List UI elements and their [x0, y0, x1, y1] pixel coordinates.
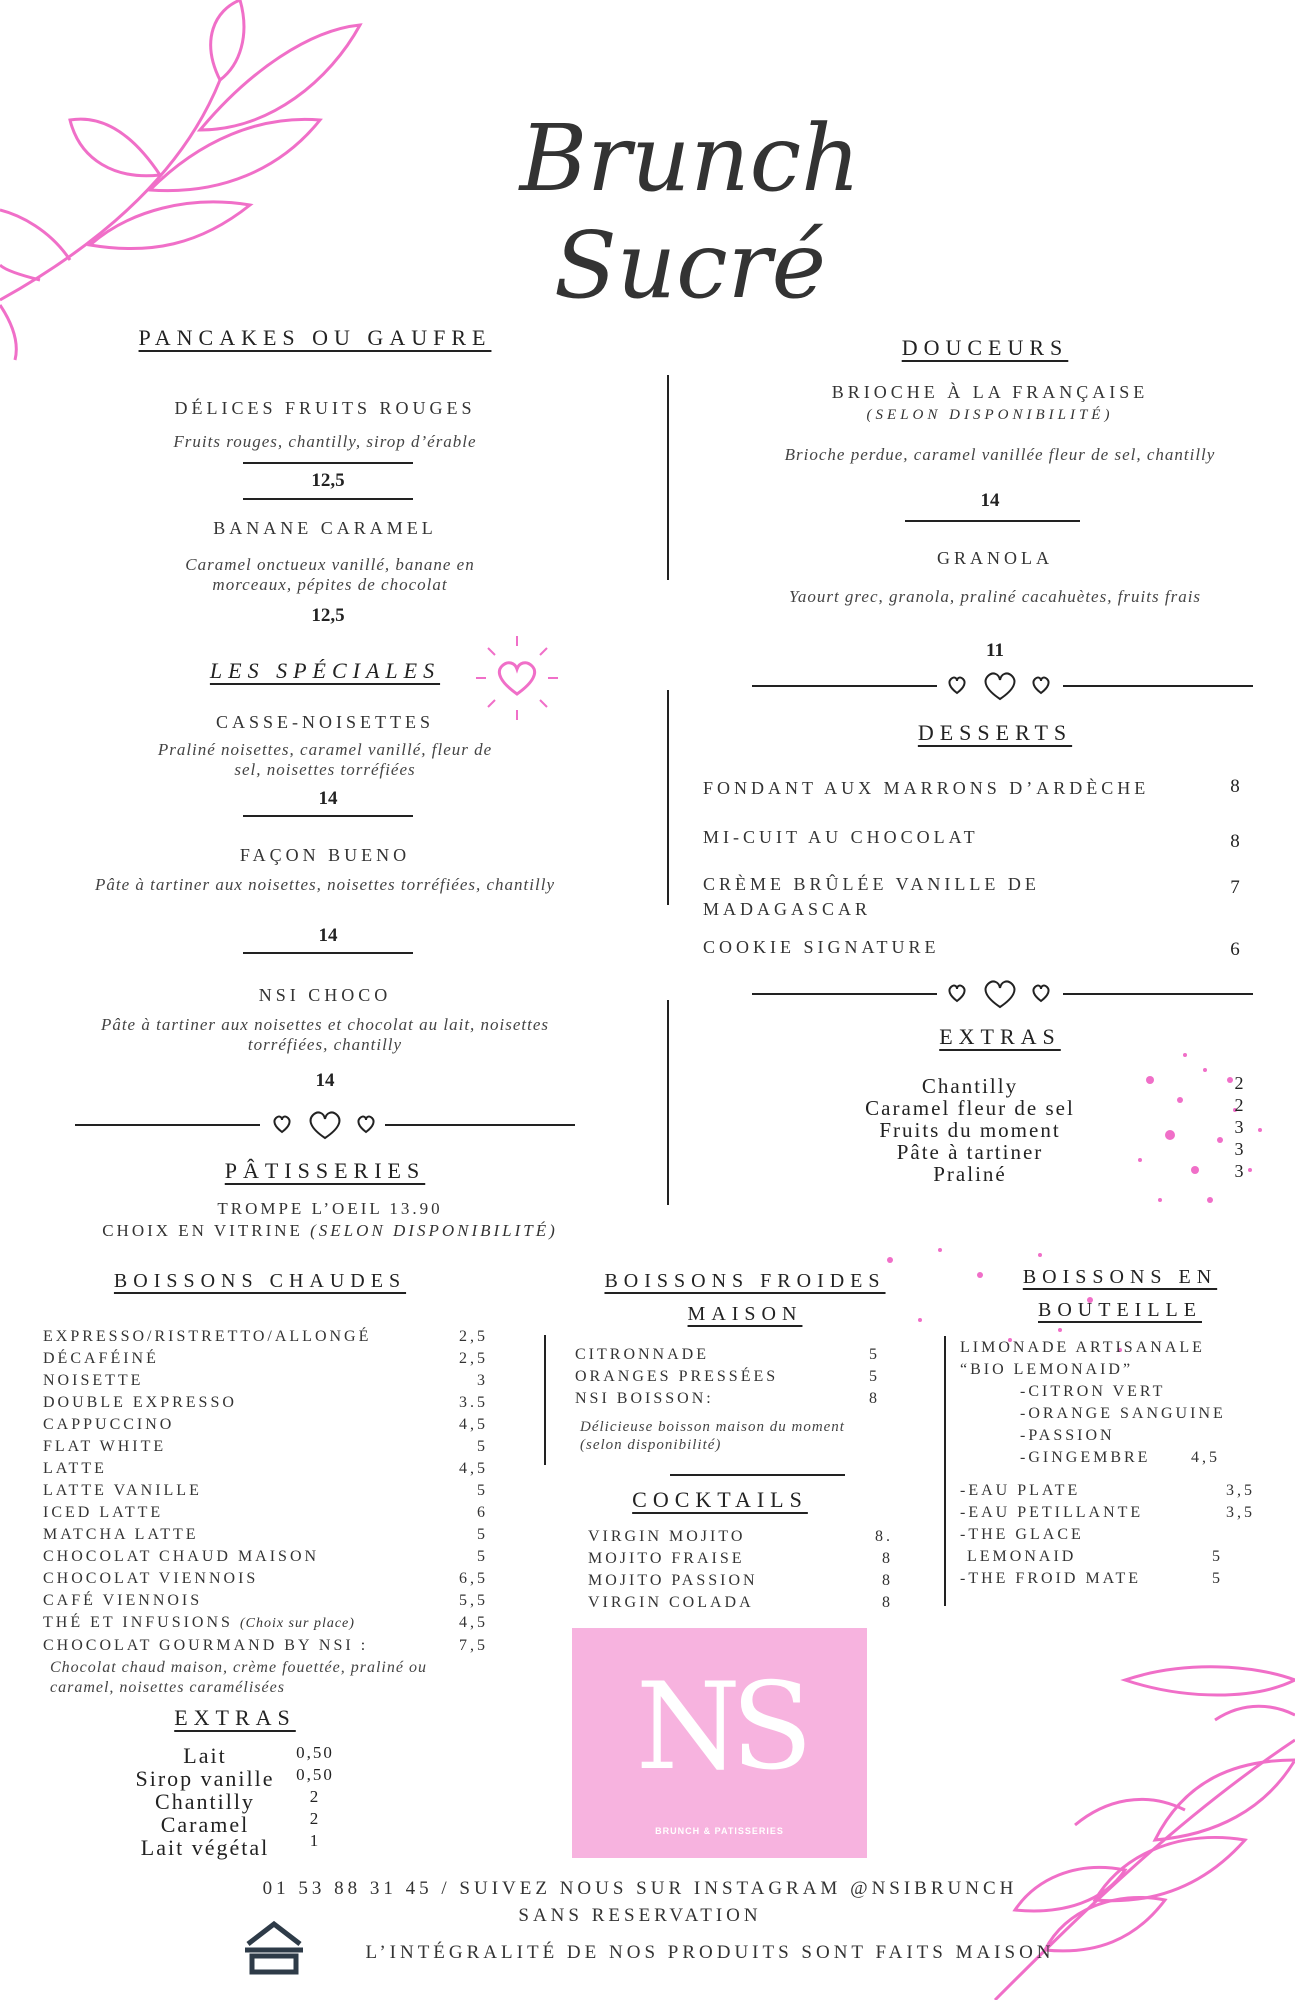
- dessert-name: MI-CUIT AU CHOCOLAT: [703, 827, 979, 847]
- patisserie-label: CHOIX EN VITRINE: [102, 1221, 303, 1240]
- drink-name: MOJITO FRAISE: [588, 1550, 745, 1567]
- logo-monogram: NS: [635, 1658, 804, 1797]
- drink-row: [588, 1548, 893, 1570]
- divider: [243, 815, 413, 817]
- drink-row: [43, 1635, 488, 1657]
- drink-row: [960, 1546, 1223, 1568]
- menu-item-name: CASSE-NOISETTES: [215, 712, 434, 732]
- dessert-price: 6: [1230, 939, 1240, 960]
- patisserie-note: (SELON DISPONIBILITÉ): [310, 1221, 558, 1240]
- menu-item-desc: Praliné noisettes, caramel vanillé, fleur de sel, noisettes torréfiées: [157, 740, 493, 779]
- drink-price: 5: [477, 1438, 488, 1455]
- limonade-label: LIMONADE ARTISANALE: [960, 1339, 1205, 1356]
- extra-price: 3: [1234, 1139, 1246, 1159]
- boissons-froides-heading: BOISSONS FROIDES: [604, 1270, 886, 1292]
- drink-price: 4,5: [459, 1416, 488, 1433]
- patisserie-line: TROMPE L’OEIL 13.90: [217, 1199, 443, 1218]
- footer-homemade: L’INTÉGRALITÉ DE NOS PRODUITS SONT FAITS MAISON: [365, 1942, 1055, 1963]
- drink-name: DÉCAFÉINÉ: [43, 1350, 159, 1367]
- drink-name: FLAT WHITE: [43, 1438, 167, 1455]
- pink-splatter-icon: [1110, 1040, 1290, 1230]
- menu-item-price: 14: [980, 490, 1000, 511]
- drink-name: NOISETTE: [43, 1372, 144, 1389]
- drink-name: LATTE: [43, 1460, 107, 1477]
- divider: [243, 952, 413, 954]
- divider: [243, 462, 413, 464]
- column-divider: [667, 690, 669, 905]
- drink-price: 5: [869, 1368, 880, 1385]
- menu-item-price: 12,5: [311, 470, 345, 491]
- drink-price: 4,5: [459, 1614, 488, 1631]
- divider: [75, 1124, 260, 1126]
- drink-price: 3,5: [1226, 1482, 1255, 1499]
- drink-price: 3,5: [1226, 1504, 1255, 1521]
- heart-badge-icon: [470, 630, 565, 725]
- drink-note: (Choix sur place): [239, 1616, 355, 1631]
- drink-row: [43, 1348, 488, 1370]
- extra-price: 1: [309, 1831, 321, 1850]
- extras-list: [840, 1075, 1100, 1185]
- extra-price: 2: [1234, 1095, 1246, 1115]
- extras-bottom-list: [110, 1744, 300, 1859]
- gourmand-desc: Chocolat chaud maison, crème fouettée, praliné ou caramel, noisettes caramélisées: [50, 1659, 427, 1696]
- boissons-froides-heading-2: MAISON: [687, 1303, 803, 1325]
- nsi-boisson-desc: Délicieuse boisson maison du moment (selon disponibilité): [580, 1419, 845, 1453]
- extra-price: 0,50: [296, 1765, 334, 1784]
- drink-name: NSI BOISSON:: [575, 1390, 714, 1407]
- drink-name: LATTE VANILLE: [43, 1482, 202, 1499]
- extra-price: 0,50: [296, 1743, 334, 1762]
- menu-item-desc: Caramel onctueux vanillé, banane en morceaux, pépites de chocolat: [185, 555, 475, 594]
- column-divider: [544, 1335, 546, 1465]
- extras-prices: [1225, 1072, 1255, 1182]
- extra-item: Caramel: [160, 1812, 250, 1837]
- drink-name: -GINGEMBRE: [1020, 1449, 1151, 1466]
- flavor-item: -PASSION: [1020, 1427, 1115, 1444]
- drink-price: 8: [882, 1594, 893, 1611]
- column-divider: [667, 1000, 669, 1205]
- hearts-divider-icon: [945, 671, 1055, 703]
- limonade-brand: “BIO LEMONAID”: [960, 1361, 1134, 1378]
- drink-row: [43, 1480, 488, 1502]
- drink-row: [43, 1436, 488, 1458]
- extra-item: Chantilly: [155, 1789, 255, 1814]
- divider: [752, 685, 937, 687]
- drink-name: VIRGIN COLADA: [588, 1594, 754, 1611]
- menu-item-price: 11: [986, 640, 1004, 661]
- drink-row: [960, 1502, 1255, 1524]
- drink-row: [575, 1344, 880, 1366]
- menu-item-desc: Yaourt grec, granola, praliné cacahuètes, fruits frais: [788, 587, 1202, 606]
- logo-tagline: BRUNCH & PATISSERIES: [655, 1826, 784, 1836]
- patisseries-heading: PÂTISSERIES: [224, 1158, 426, 1183]
- store-icon: [240, 1916, 308, 1978]
- menu-item-note: (SELON DISPONIBILITÉ): [866, 407, 1114, 423]
- drink-row: [575, 1366, 880, 1388]
- menu-item-price: 12,5: [311, 605, 345, 626]
- drink-row: [43, 1612, 488, 1635]
- menu-item-desc: Pâte à tartiner aux noisettes, noisettes torréfiées, chantilly: [94, 875, 555, 894]
- pancakes-heading: PANCAKES OU GAUFRE: [138, 325, 492, 350]
- boissons-chaudes-list: [43, 1326, 488, 1657]
- extras-heading: EXTRAS: [939, 1024, 1061, 1049]
- dessert-price: 8: [1230, 831, 1240, 852]
- drink-price: 5: [1212, 1570, 1223, 1587]
- drink-name: LEMONAID: [960, 1548, 1077, 1565]
- drink-row: [588, 1526, 893, 1548]
- extras-bottom-heading: EXTRAS: [174, 1705, 296, 1730]
- drink-price: 5,5: [459, 1592, 488, 1609]
- extra-item: Fruits du moment: [879, 1118, 1061, 1142]
- drink-name: CITRONNADE: [575, 1346, 709, 1363]
- extra-item: Caramel fleur de sel: [865, 1096, 1075, 1120]
- drink-price: 7,5: [459, 1637, 488, 1654]
- divider: [1063, 993, 1253, 995]
- drink-name: DOUBLE EXPRESSO: [43, 1394, 237, 1411]
- drink-row: [960, 1524, 1223, 1546]
- drink-price: 3: [477, 1372, 488, 1389]
- divider: [752, 993, 937, 995]
- douceurs-heading: DOUCEURS: [901, 335, 1069, 360]
- drink-price: 5: [869, 1346, 880, 1363]
- drink-price: 4,5: [1191, 1449, 1220, 1466]
- menu-item-price: 14: [315, 1070, 335, 1091]
- dessert-name: FONDANT AUX MARRONS D’ARDÈCHE: [703, 778, 1150, 798]
- drink-price: 8.: [875, 1528, 893, 1545]
- extra-item: Lait végétal: [140, 1835, 270, 1860]
- divider: [243, 498, 413, 500]
- drink-row: [588, 1592, 893, 1614]
- menu-item-name: BRIOCHE À LA FRANÇAISE: [831, 382, 1149, 402]
- drink-name: CAPPUCCINO: [43, 1416, 175, 1433]
- drink-name: VIRGIN MOJITO: [588, 1528, 746, 1545]
- extra-item: Sirop vanille: [135, 1766, 275, 1791]
- page-title: Brunch Sucré: [519, 105, 861, 319]
- drink-price: 5: [1212, 1548, 1223, 1565]
- menu-item-desc: Pâte à tartiner aux noisettes et chocolat au lait, noisettes torréfiées, chantilly: [100, 1015, 550, 1054]
- column-divider: [944, 1336, 946, 1606]
- drink-row: [43, 1392, 488, 1414]
- flavor-item: -CITRON VERT: [1020, 1383, 1166, 1400]
- extra-price: 2: [1234, 1073, 1246, 1093]
- divider: [670, 1474, 845, 1476]
- drink-name: -THE FROID MATE: [960, 1570, 1141, 1587]
- drink-row: [43, 1326, 488, 1348]
- menu-item-desc: Fruits rouges, chantilly, sirop d’érable: [173, 432, 477, 451]
- bouteille-list: [960, 1337, 1265, 1469]
- drink-price: 2,5: [459, 1350, 488, 1367]
- drink-name: CHOCOLAT VIENNOIS: [43, 1570, 259, 1587]
- extra-price: 2: [309, 1787, 321, 1806]
- extra-price: 3: [1234, 1117, 1246, 1137]
- menu-item-name: BANANE CARAMEL: [213, 518, 437, 538]
- drink-row: [960, 1480, 1255, 1502]
- drink-row: [575, 1388, 880, 1410]
- patisserie-line: [60, 1220, 600, 1242]
- flavor-item: -ORANGE SANGUINE: [1020, 1405, 1226, 1422]
- drink-price: 5: [477, 1526, 488, 1543]
- extra-item: Chantilly: [921, 1074, 1019, 1098]
- cocktails-list: [588, 1526, 893, 1614]
- divider: [1063, 685, 1253, 687]
- drink-name: CAFÉ VIENNOIS: [43, 1592, 203, 1609]
- drink-price: 2,5: [459, 1328, 488, 1345]
- footer-reservation: SANS RESERVATION: [518, 1905, 762, 1926]
- extras-bottom-prices: [290, 1742, 340, 1852]
- drink-name: -THE GLACE: [960, 1526, 1084, 1543]
- leaf-branch-top-left-icon: [0, 0, 380, 380]
- menu-item-price: 14: [318, 788, 338, 809]
- drink-price: 3.5: [459, 1394, 488, 1411]
- desserts-heading: DESSERTS: [917, 720, 1073, 745]
- hearts-divider-icon: [270, 1110, 380, 1142]
- divider: [385, 1124, 575, 1126]
- drink-name: -EAU PETILLANTE: [960, 1504, 1144, 1521]
- extra-price: 2: [309, 1809, 321, 1828]
- boissons-chaudes-heading: BOISSONS CHAUDES: [113, 1270, 407, 1292]
- dessert-name: CRÈME BRÛLÉE VANILLE DE MADAGASCAR: [703, 874, 1040, 919]
- drink-row: [43, 1414, 488, 1436]
- drink-price: 8: [882, 1572, 893, 1589]
- drink-name: CHOCOLAT CHAUD MAISON: [43, 1548, 320, 1565]
- drink-row: [960, 1447, 1220, 1469]
- bouteille-list-2: [960, 1480, 1255, 1590]
- menu-item-price: 14: [318, 925, 338, 946]
- drink-row: [43, 1458, 488, 1480]
- menu-item-name: FAÇON BUENO: [239, 845, 411, 865]
- drink-row: [43, 1568, 488, 1590]
- extra-price: 3: [1234, 1161, 1246, 1181]
- drink-price: 5: [477, 1548, 488, 1565]
- drink-row: [588, 1570, 893, 1592]
- drink-name: -EAU PLATE: [960, 1482, 1081, 1499]
- drink-price: 5: [477, 1482, 488, 1499]
- drink-name: CHOCOLAT GOURMAND BY NSI :: [43, 1637, 369, 1654]
- menu-item-name: DÉLICES FRUITS ROUGES: [174, 398, 476, 418]
- cocktails-heading: COCKTAILS: [632, 1487, 808, 1512]
- drink-name: ICED LATTE: [43, 1504, 164, 1521]
- drink-row: [43, 1590, 488, 1612]
- drink-name: THÉ ET INFUSIONS: [43, 1614, 233, 1631]
- drink-name: ORANGES PRESSÉES: [575, 1368, 779, 1385]
- menu-item-name: GRANOLA: [937, 548, 1053, 568]
- dessert-price: 8: [1230, 776, 1240, 797]
- drink-row: [43, 1524, 488, 1546]
- bouteille-heading-2: BOUTEILLE: [1038, 1299, 1202, 1321]
- speciales-heading: LES SPÉCIALES: [209, 658, 441, 683]
- column-divider: [667, 375, 669, 580]
- footer-contact: 01 53 88 31 45 / SUIVEZ NOUS SUR INSTAGRAM @NSIBRUNCH: [262, 1878, 1018, 1899]
- dessert-name: COOKIE SIGNATURE: [703, 937, 940, 957]
- extra-item: Pâte à tartiner: [896, 1140, 1044, 1164]
- menu-item-desc: Brioche perdue, caramel vanillée fleur de sel, chantilly: [784, 445, 1216, 464]
- bouteille-heading: BOISSONS EN: [1022, 1266, 1218, 1288]
- drink-row: [960, 1568, 1223, 1590]
- drink-price: 6: [477, 1504, 488, 1521]
- drink-price: 6,5: [459, 1570, 488, 1587]
- drink-price: 8: [869, 1390, 880, 1407]
- drink-row: [43, 1502, 488, 1524]
- drink-name: MOJITO PASSION: [588, 1572, 758, 1589]
- drink-price: 8: [882, 1550, 893, 1567]
- dessert-price: 7: [1230, 877, 1240, 898]
- drink-row: [43, 1370, 488, 1392]
- boissons-froides-list: [575, 1344, 880, 1410]
- drink-row: [43, 1546, 488, 1568]
- menu-item-name: NSI CHOCO: [258, 985, 392, 1005]
- drink-price: 4,5: [459, 1460, 488, 1477]
- extra-item: Praliné: [933, 1162, 1007, 1186]
- divider: [905, 520, 1080, 522]
- hearts-divider-icon: [945, 979, 1055, 1011]
- drink-name: MATCHA LATTE: [43, 1526, 199, 1543]
- extra-item: Lait: [183, 1743, 227, 1768]
- brand-logo: [572, 1628, 867, 1858]
- drink-name: EXPRESSO/RISTRETTO/ALLONGÉ: [43, 1328, 372, 1345]
